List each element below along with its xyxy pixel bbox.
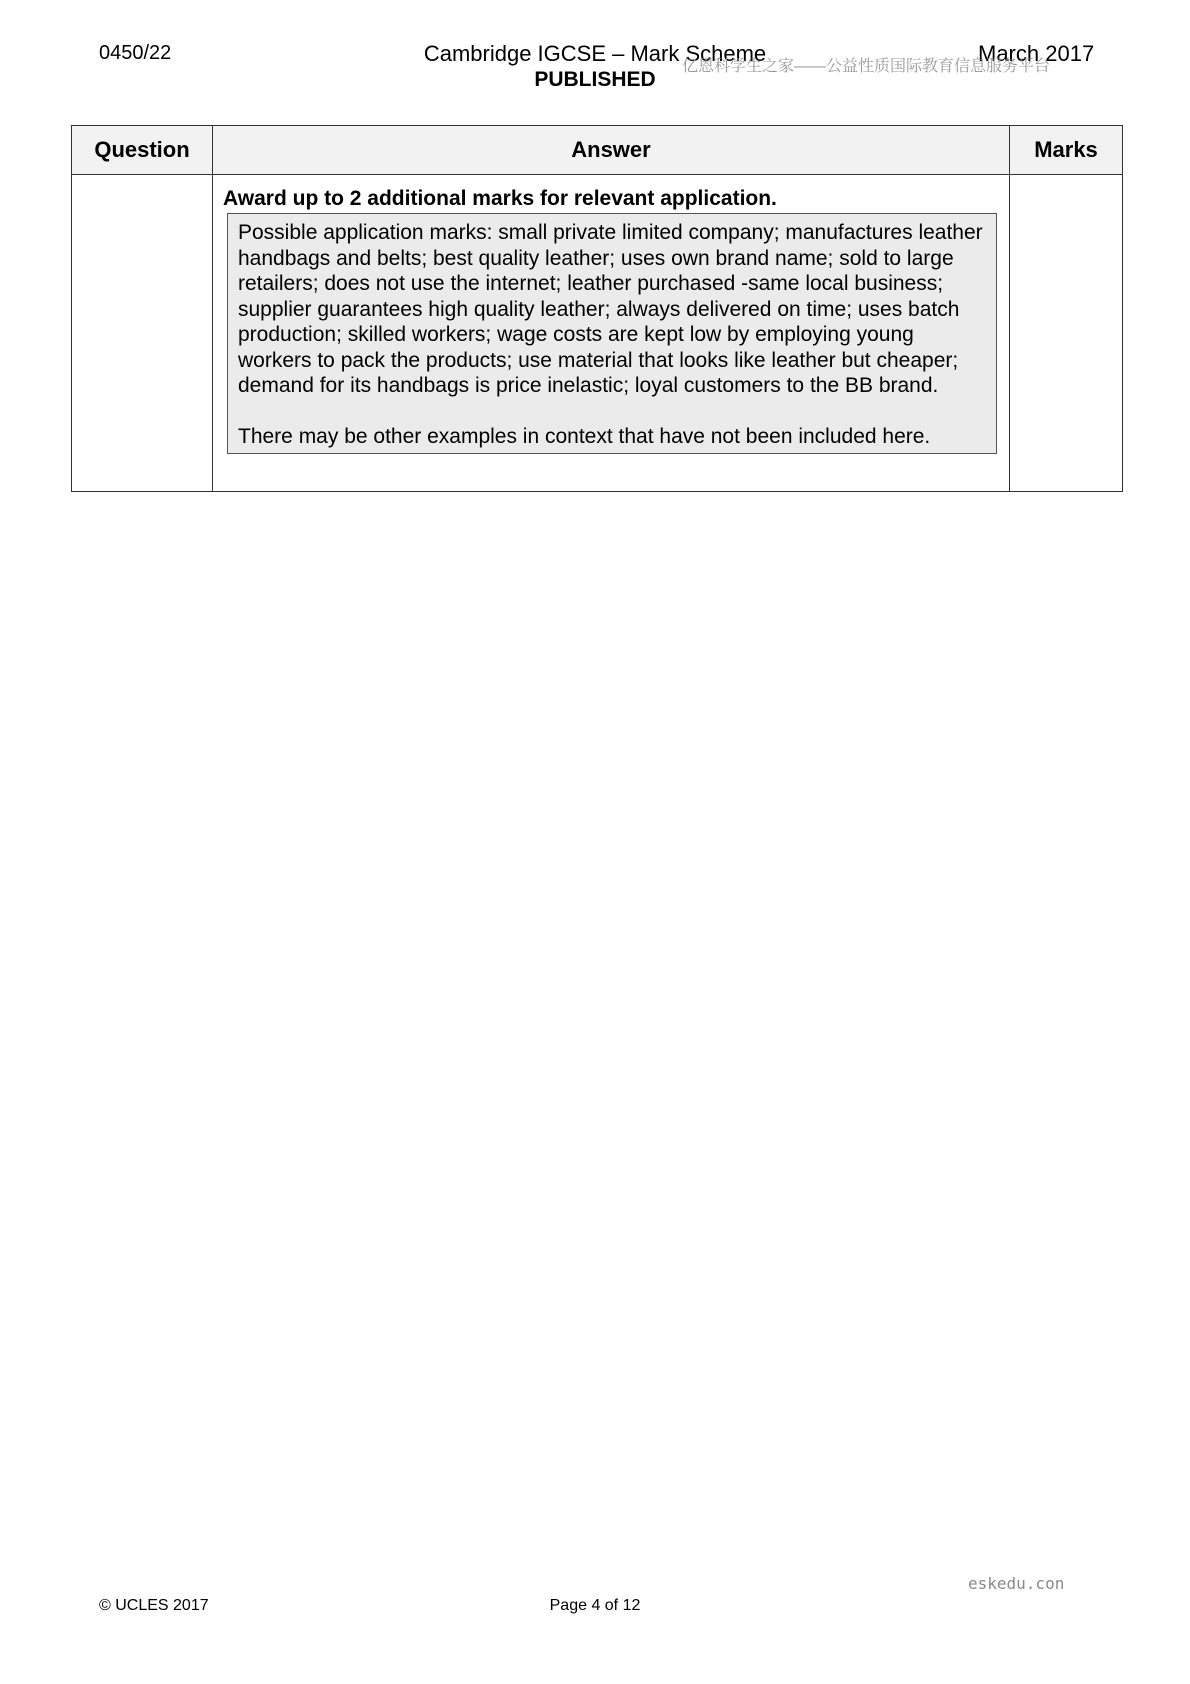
table-row (72, 175, 1123, 492)
question-cell (72, 175, 213, 492)
answer-cell (213, 175, 1010, 492)
award-instruction: Award up to 2 additional marks for relevant application. (223, 187, 777, 210)
application-marks-box (227, 213, 997, 454)
answer-content (213, 175, 1009, 464)
page-number: Page 4 of 12 (549, 1597, 641, 1614)
column-header-answer: Answer (213, 126, 1010, 175)
published-label: PUBLISHED (534, 68, 656, 91)
mark-scheme-table (71, 125, 1123, 492)
copyright-notice: © UCLES 2017 (99, 1597, 209, 1614)
column-header-question: Question (72, 126, 213, 175)
watermark-bottom: eskedu.con (968, 1574, 1065, 1593)
table-header-row (72, 126, 1123, 175)
document-title: Cambridge IGCSE – Mark Scheme (423, 41, 767, 66)
column-header-marks: Marks (1010, 126, 1123, 175)
application-marks-text: Possible application marks: small private limited company; manufactures leather handbags and belts; best quality leather; uses own brand name; sold to large retailers; does not use the internet; leather purchased -same local business; supplier guarantees high quality leather; always delivered on time; uses batch production; skilled workers; wage costs are kept low by employing young workers to pack the products; use material that looks like leather but cheaper; demand for its handbags is price inelastic; loyal customers to the BB brand. (238, 221, 983, 397)
marks-cell (1010, 175, 1123, 492)
other-examples-note: There may be other examples in context that have not been included here. (238, 424, 931, 448)
paper-code: 0450/22 (99, 42, 172, 64)
exam-date: March 2017 (978, 41, 1095, 66)
watermark-top: 亿恩科学生之家——公益性质国际教育信息服务平台 (682, 58, 1051, 75)
